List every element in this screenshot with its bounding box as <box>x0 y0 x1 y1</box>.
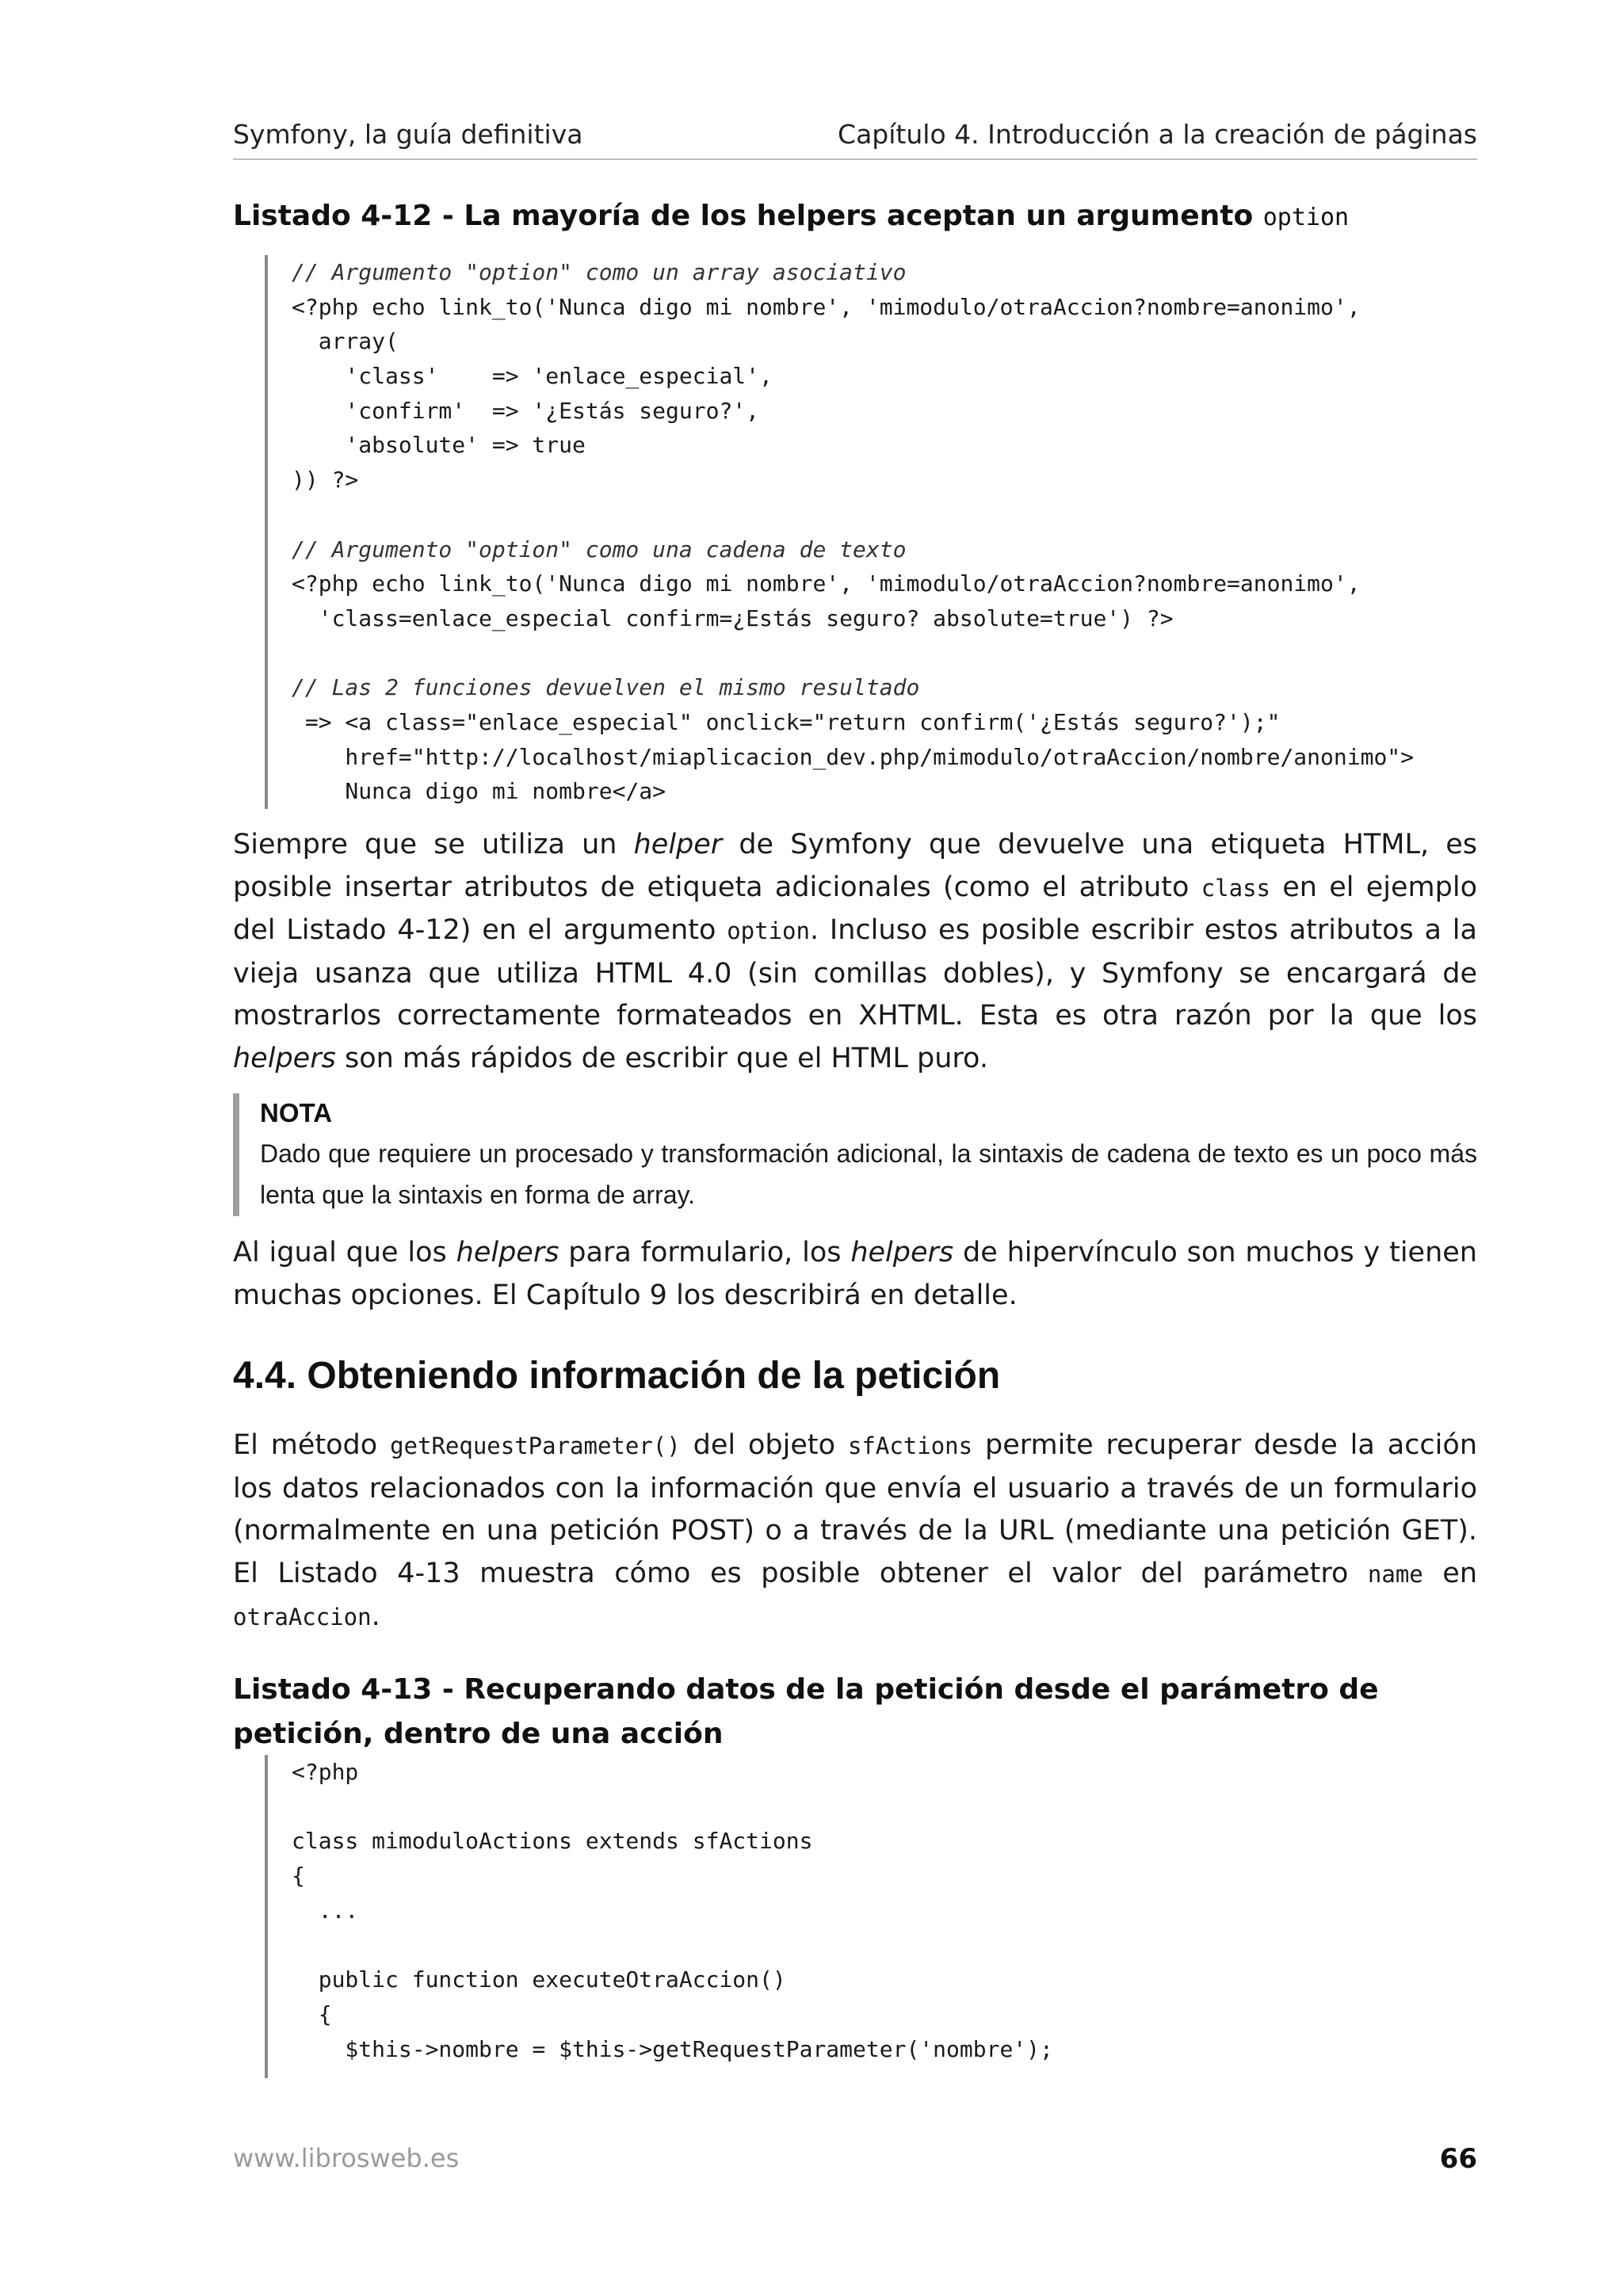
inline-code: getRequestParameter() <box>390 1432 681 1459</box>
paragraph-link-helpers <box>233 1232 1477 1317</box>
note-title: NOTA <box>260 1098 333 1127</box>
section-heading: 4.4. Obteniendo información de la petición <box>233 1355 1001 1397</box>
code-line: 'confirm' => '¿Estás seguro?', <box>292 397 760 424</box>
code-line: ... <box>292 1897 359 1924</box>
emphasis: helpers <box>850 1237 954 1268</box>
text: de hipervínculo son muchos y tienen muchas opciones. El Capítulo 9 los describirá en detalle. <box>233 1237 1477 1311</box>
note-box <box>233 1093 1477 1216</box>
code-line <box>292 636 1477 671</box>
text: para formulario, los <box>559 1237 851 1268</box>
text: El método <box>233 1429 391 1461</box>
book-title: Symfony, la guía definitiva <box>233 119 583 150</box>
code-line: <?php echo link_to('Nunca digo mi nombre', 'mimodulo/otraAccion?nombre=anonimo', <box>292 570 1361 597</box>
inline-code: class <box>1201 874 1271 902</box>
listing-4-12-title <box>233 194 1477 240</box>
code-line: )) ?> <box>292 467 359 494</box>
inline-code: otraAccion <box>233 1604 372 1631</box>
footer-site: www.librosweb.es <box>233 2143 460 2173</box>
code-line: 'class' => 'enlace_especial', <box>292 363 773 390</box>
code-line: Nunca digo mi nombre</a> <box>292 778 666 805</box>
code-line: 'absolute' => true <box>292 432 586 459</box>
code-line: // Las 2 funciones devuelven el mismo resultado <box>292 674 920 701</box>
text: en <box>1423 1557 1478 1589</box>
code-line: href="http://localhost/miaplicacion_dev.php/mimodulo/otraAccion/nombre/anonimo"> <box>292 743 1415 770</box>
code-line <box>292 1928 1477 1962</box>
listing-4-12-title-text: Listado 4-12 - La mayoría de los helpers aceptan un argumento <box>233 200 1263 232</box>
code-line: <?php echo link_to('Nunca digo mi nombre', 'mimodulo/otraAccion?nombre=anonimo', <box>292 293 1361 320</box>
text: son más rápidos de escribir que el HTML puro. <box>335 1042 988 1074</box>
code-line: array( <box>292 328 399 355</box>
text: . Incluso es posible escribir estos atributos a la vieja usanza que utiliza HTML 4.0 (sin comillas dobles), y Symfony se encargará de mostrarlos correctamente formateados en XHTML. Esta es otra razón por la que los <box>233 914 1477 1032</box>
emphasis: helpers <box>456 1237 559 1268</box>
inline-code: sfActions <box>847 1432 973 1459</box>
emphasis: helper <box>633 829 723 860</box>
text: Al igual que los <box>233 1237 456 1268</box>
code-line: <?php <box>292 1759 359 1785</box>
code-line: { <box>292 2000 332 2027</box>
code-line: 'class=enlace_especial confirm=¿Estás seguro? absolute=true') ?> <box>292 605 1174 631</box>
code-line: class mimoduloActions extends sfActions <box>292 1828 813 1855</box>
text: permite recuperar desde la acción los datos relacionados con la información que envía el usuario a través de un formulario (normalmente en una petición POST) o a través de la URL (mediante una petición GET). El Listado 4-13 muestra cómo es posible obtener el valor del parámetro <box>233 1429 1477 1589</box>
listing-4-12-title-code: option <box>1262 204 1350 231</box>
emphasis: helpers <box>233 1042 336 1074</box>
code-line: $this->nombre = $this->getRequestParameter('nombre'); <box>292 2035 1053 2062</box>
document-page <box>233 0 1477 2296</box>
inline-code: name <box>1367 1560 1423 1588</box>
listing-4-12-code-block <box>265 255 1477 809</box>
listing-4-13-title: Listado 4-13 - Recuperando datos de la petición desde el parámetro de petición, dentro de una acción <box>233 1673 1379 1750</box>
code-line <box>292 498 1477 532</box>
page-number: 66 <box>1439 2143 1477 2175</box>
text: en el ejemplo del Listado 4-12) en el argumento <box>233 871 1478 947</box>
inline-code: option <box>727 917 810 945</box>
code-line: public function executeOtraAccion() <box>292 1966 786 1993</box>
code-line: // Argumento "option" como una cadena de texto <box>292 536 907 563</box>
paragraph-request-parameter <box>233 1425 1477 1639</box>
text: Siempre que se utiliza un <box>233 829 634 860</box>
text: del objeto <box>680 1429 848 1461</box>
text: de Symfony que devuelve una etiqueta HTML, es posible insertar atributos de etiqueta adicionales (como el atributo <box>233 829 1477 903</box>
text: . <box>371 1600 380 1633</box>
running-header <box>233 119 1477 160</box>
note-body: Dado que requiere un procesado y transformación adicional, la sintaxis de cadena de texto es un poco más lenta que la sintaxis en forma de array. <box>260 1139 1477 1209</box>
listing-4-13-code-block <box>265 1755 1477 2078</box>
code-line: { <box>292 1863 305 1890</box>
code-line <box>292 1790 1477 1825</box>
chapter-title: Capítulo 4. Introducción a la creación de páginas <box>838 119 1477 150</box>
code-line: => <a class="enlace_especial" onclick="return confirm('¿Estás seguro?');" <box>292 708 1281 735</box>
code-line: // Argumento "option" como un array asociativo <box>292 259 907 285</box>
paragraph-helpers-attributes <box>233 824 1477 1081</box>
